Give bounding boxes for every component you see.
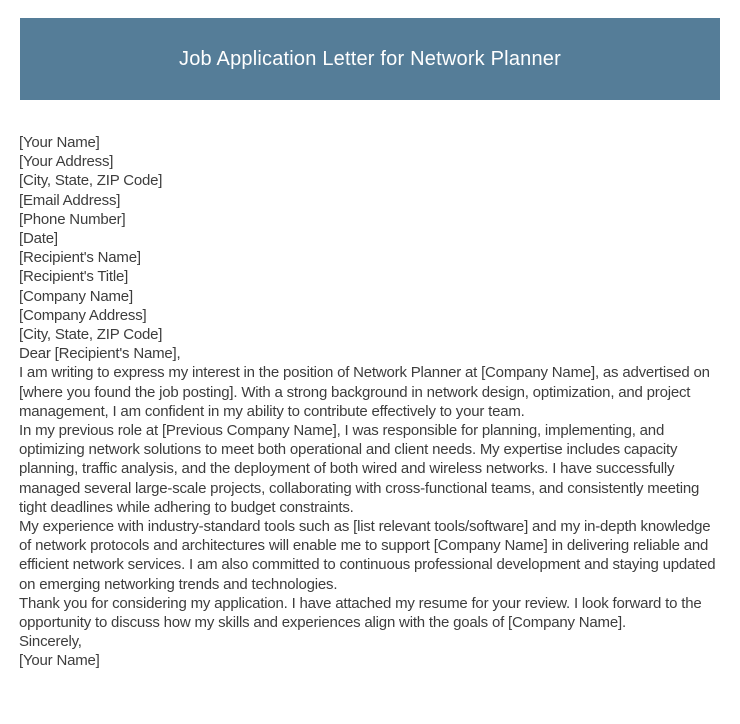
signature: [Your Name] (19, 652, 100, 670)
title-banner (20, 18, 720, 100)
recipient-line-company: [Company Name] (19, 287, 133, 305)
body-paragraph-1: I am writing to express my interest in the position of Network Planner at [Company Name], as advertised on [where you found the job posting]. With a strong background in network design, optimization, and project management, I am confident in my ability to contribute effectively to your team. (19, 364, 710, 420)
sender-line-email: [Email Address] (19, 191, 121, 209)
body-paragraph-2: In my previous role at [Previous Company Name], I was responsible for planning, implementing, and optimizing network solutions to meet both operational and client needs. My expertise includes capacity planning, traffic analysis, and the deployment of both wired and wireless networks. I have successfully managed several large-scale projects, collaborating with cross-functional teams, and consistently meeting tight deadlines while adhering to budget constraints. (19, 422, 700, 516)
recipient-line-city: [City, State, ZIP Code] (19, 326, 163, 344)
salutation: Dear [Recipient's Name], (19, 345, 181, 363)
recipient-line-title: [Recipient's Title] (19, 268, 129, 286)
closing: Sincerely, (19, 633, 82, 651)
sender-line-name: [Your Name] (19, 134, 100, 151)
recipient-line-company-address: [Company Address] (19, 306, 147, 324)
letter-body (0, 133, 740, 671)
sender-line-date: [Date] (19, 230, 58, 248)
body-paragraph-3: My experience with industry-standard tools such as [list relevant tools/software] and my in-depth knowledge of network protocols and architectures will enable me to support [Company Name] in delivering reliable and efficient network services. I am also committed to continuous professional development and staying updated on emerging networking trends and technologies. (19, 518, 716, 593)
body-paragraph-4: Thank you for considering my application. I have attached my resume for your review. I look forward to the opportunity to discuss how my skills and experiences align with the goals of [Company Name]. (19, 594, 702, 632)
sender-line-phone: [Phone Number] (19, 210, 126, 228)
sender-line-city: [City, State, ZIP Code] (19, 172, 163, 190)
sender-line-address: [Your Address] (19, 153, 114, 171)
page-title: Job Application Letter for Network Planner (179, 47, 561, 70)
recipient-line-name: [Recipient's Name] (19, 249, 141, 267)
